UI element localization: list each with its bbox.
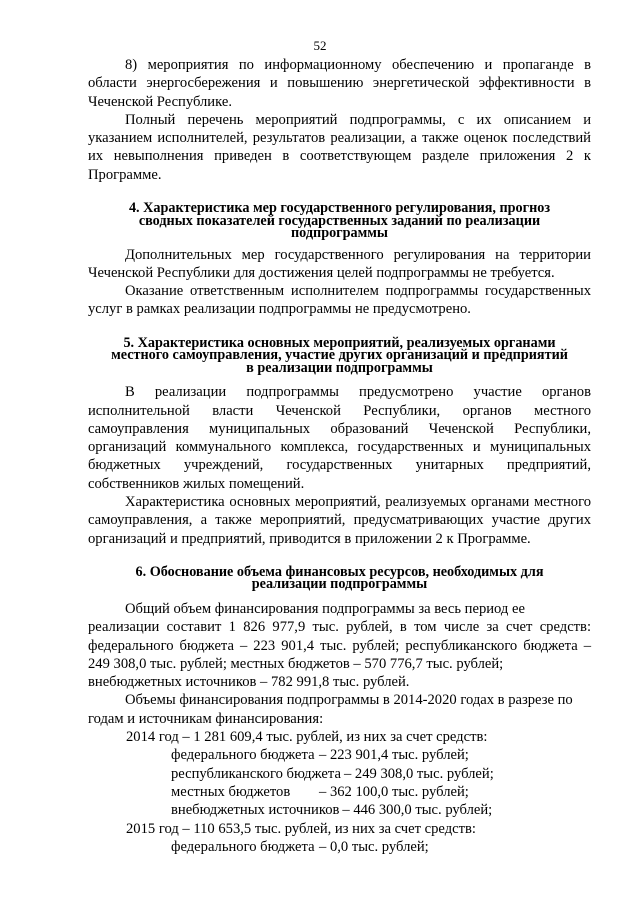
funding-value: – 0,0 тыс. рублей; xyxy=(319,838,429,855)
text-line: Объемы финансирования подпрограммы в 2014-2020 годах в разрезе по xyxy=(125,692,573,709)
funding-source: федерального бюджета xyxy=(171,747,315,764)
section-6-volumes-paragraph xyxy=(88,691,591,728)
text-line: годам и источникам финансирования: xyxy=(88,710,324,727)
section-4-heading-line: подпрограммы xyxy=(290,225,389,242)
funding-value: – 223 901,4 тыс. рублей; xyxy=(319,747,469,764)
section-6-heading xyxy=(88,563,591,593)
funding-value: – 249 308,0 тыс. рублей; xyxy=(343,765,494,782)
funding-source: местных бюджетов xyxy=(171,783,291,800)
text-line: федерального бюджета – 223 901,4 тыс. рублей; республиканского бюджета – xyxy=(88,637,591,654)
funding-row xyxy=(88,765,591,783)
intro-item-8: 8) мероприятия по информационному обеспечению и пропаганде в области энергосбережения и повышению энергетической эффективности в Чеченской Республике. xyxy=(88,57,591,110)
funding-source: республиканского бюджета xyxy=(171,765,341,782)
text-line: 249 308,0 тыс. рублей; местных бюджетов – 570 776,7 тыс. рублей; xyxy=(88,655,504,672)
funding-source: внебюджетных источников xyxy=(171,802,340,819)
section-4-paragraph: Оказание ответственным исполнителем подпрограммы государственных услуг в рамках реализации подпрограммы не предусмотрено. xyxy=(88,283,591,318)
section-5-heading-line: местного самоуправления, участие других организаций и предприятий xyxy=(111,347,568,364)
section-4-heading xyxy=(88,202,591,240)
funding-source: федерального бюджета xyxy=(171,838,315,855)
section-5-paragraph: В реализации подпрограммы предусмотрено участие органов исполнительной власти Чеченской Республики, органов местного самоуправления муниципальных образований Чеченской Республики, организаций коммунального комплекса, государственных и муниципальных бюджетных учреждений, государственных унитарных предприятий, собственников жилых помещений. xyxy=(88,384,591,492)
section-6-total-paragraph xyxy=(88,600,591,691)
text-line: реализации составит 1 826 977,9 тыс. рублей, в том числе за счет средств: xyxy=(88,619,591,636)
section-4-heading-line: 4. Характеристика мер государственного регулирования, прогноз xyxy=(128,200,551,217)
page-content xyxy=(88,56,591,856)
section-5-heading-line: в реализации подпрограммы xyxy=(246,359,433,376)
year-line: 2015 год – 110 653,5 тыс. рублей, из них за счет средств: xyxy=(126,820,476,837)
year-block-2015 xyxy=(88,820,591,857)
funding-value: – 362 100,0 тыс. рублей; xyxy=(319,783,469,800)
section-5-heading xyxy=(88,334,591,376)
page-number: 52 xyxy=(313,38,327,53)
section-6-heading-line: 6. Обоснование объема финансовых ресурсов, необходимых для xyxy=(135,563,544,580)
year-line: 2014 год – 1 281 609,4 тыс. рублей, из них за счет средств: xyxy=(126,729,488,746)
section-4-heading-line: сводных показателей государственных заданий по реализации xyxy=(138,212,541,229)
section-5-heading-line: 5. Характеристика основных мероприятий, реализуемых органами xyxy=(123,334,556,351)
text-line: Общий объем финансирования подпрограммы за весь период ее xyxy=(125,600,525,617)
funding-row xyxy=(88,746,591,764)
text-line: внебюджетных источников – 782 991,8 тыс. рублей. xyxy=(88,674,410,691)
funding-row xyxy=(88,783,591,801)
year-block-2014 xyxy=(88,728,591,819)
section-6-heading-line: реализации подпрограммы xyxy=(251,576,428,593)
funding-value: – 446 300,0 тыс. рублей; xyxy=(342,802,493,819)
funding-row xyxy=(88,838,591,856)
funding-row xyxy=(88,801,591,819)
section-5-paragraph: Характеристика основных мероприятий, реализуемых органами местного самоуправления, а также мероприятий, предусматривающих участие других организаций и предприятий, приводится в приложении 2 к Программе. xyxy=(88,494,591,547)
section-4-paragraph: Дополнительных мер государственного регулирования на территории Чеченской Республики для достижения целей подпрограммы не требуется. xyxy=(88,246,591,281)
intro-paragraph-list: Полный перечень мероприятий подпрограммы, с их описанием и указанием исполнителей, результатов реализации, а также оценок последствий их невыполнения приведен в соответствующем разделе приложения 2 к Программе. xyxy=(88,111,591,183)
